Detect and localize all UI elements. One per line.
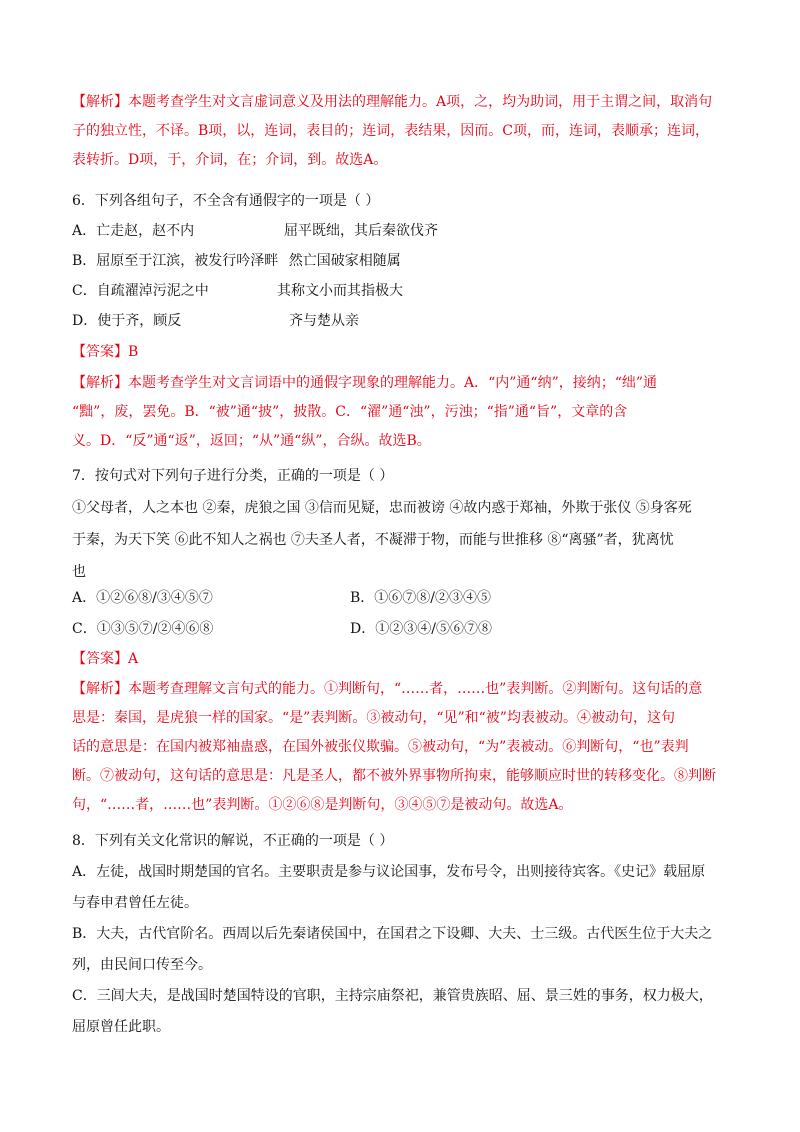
option-row: [72, 276, 732, 306]
option-d: D．使于齐，顾反: [72, 313, 182, 329]
question-stem: 8．下列有关文化常识的解说，不正确的一项是（ ）: [72, 833, 394, 849]
q7-analysis: [72, 675, 732, 820]
analysis-line: 【解析】本题考查学生对文言词语中的通假字现象的理解能力。A．“内”通“纳”，接纳；“绌”通: [72, 375, 658, 391]
analysis-line: “黜”，废，罢免。B．“被”通“披”，披散。C．“濯”通“浊”，污浊；“指”通“旨”，文章的含: [72, 404, 628, 420]
option-row: [72, 246, 732, 276]
option-c: C．①③⑤⑦/②④⑥⑧: [72, 621, 214, 637]
answer-label: 【答案】A: [72, 651, 139, 667]
option-line: 屈原曾任此职。: [72, 1019, 170, 1035]
q6-options: [72, 216, 732, 336]
q7-options: [72, 583, 732, 645]
answer-label: 【答案】B: [72, 344, 139, 360]
question-8: [72, 827, 732, 1042]
question-stem: 6．下列各组句子，不全含有通假字的一项是（ ）: [72, 193, 380, 209]
analysis-line: 表转折。D项，于，介词，在；介词，到。故选A。: [72, 152, 388, 168]
q7-answer: [72, 645, 732, 674]
option-b: B．①⑥⑦⑧/②③④⑤: [350, 590, 492, 606]
option-a: A．亡走赵，赵不内: [72, 223, 195, 239]
option-line: C．三闾大夫，是战国时楚国特设的官职，主持宗庙祭祀，兼管贵族昭、屈、景三姓的事务，权力极大，: [72, 988, 713, 1004]
option-d: D．①②③④/⑤⑥⑦⑧: [350, 621, 492, 637]
option-line: 与春申君曾任左徒。: [72, 895, 198, 911]
question-6: [72, 187, 732, 216]
option-b-second: 然亡国破家相随属: [288, 253, 401, 269]
sentence-line: 也: [72, 564, 86, 580]
question-stem: 7．按句式对下列句子进行分类，正确的一项是（ ）: [72, 468, 394, 484]
option-c-second: 其称文小而其指极大: [277, 283, 403, 299]
option-row: [72, 216, 732, 246]
analysis-line: 断。⑦被动句，这句话的意思是：凡是圣人，都不被外界事物所拘束，能够顺应时世的转移变化。⑧判断: [72, 768, 716, 784]
option-a: A．①②⑥⑧/③④⑤⑦: [72, 590, 213, 606]
analysis-line: 【解析】本题考查理解文言句式的能力。①判断句，“……者，……也”表判断。②判断句。这句话的意: [72, 681, 703, 697]
option-row: [72, 614, 732, 645]
sentence-line: ①父母者，人之本也 ②秦，虎狼之国 ③信而见疑，忠而被谤 ④故内惑于郑袖，外欺于张仪 ⑤身客死: [72, 500, 692, 516]
q5-analysis: [72, 88, 732, 175]
option-b: B．屈原至于江滨，被发行吟泽畔: [72, 253, 279, 269]
question-7: [72, 462, 732, 587]
analysis-line: 句，“……者，……也”表判断。①②⑥⑧是判断句，③④⑤⑦是被动句。故选A。: [72, 797, 573, 813]
analysis-line: 话的意思是：在国内被郑袖蛊惑，在国外被张仪欺骗。⑤被动句，“为”表被动。⑥判断句，“也”表判: [72, 739, 689, 755]
option-a-second: 屈平既绌，其后秦欲伐齐: [284, 223, 438, 239]
option-row: [72, 583, 732, 614]
sentence-line: 于秦，为天下笑 ⑥此不知人之祸也 ⑦夫圣人者，不凝滞于物，而能与世推移 ⑧“离骚”者，犹离忧: [72, 532, 674, 548]
option-c: C．自疏濯淖污泥之中: [72, 283, 209, 299]
analysis-line: 义。D．“反”通“返”，返回；“从”通“纵”，合纵。故选B。: [72, 433, 431, 449]
option-d-second: 齐与楚从亲: [289, 313, 359, 329]
option-line: 列，由民间口传至今。: [72, 957, 212, 973]
option-line: B．大夫，古代官阶名。西周以后先秦诸侯国中，在国君之下设卿、大夫、士三级。古代医生位于大夫之: [72, 926, 713, 942]
option-row: [72, 306, 732, 336]
option-line: A．左徒，战国时期楚国的官名。主要职责是参与议论国事，发布号令，出则接待宾客。《史记》载屈原: [72, 864, 706, 880]
analysis-line: 【解析】本题考查学生对文言虚词意义及用法的理解能力。A项，之，均为助词，用于主谓之间，取消句: [72, 94, 713, 110]
q6-analysis: [72, 369, 732, 456]
analysis-line: 子的独立性，不译。B项，以，连词，表目的；连词，表结果，因而。C项，而，连词，表顺承；连词，: [72, 123, 709, 139]
q6-answer: [72, 338, 732, 367]
analysis-line: 思是：秦国，是虎狼一样的国家。“是”表判断。③被动句，“见”和“被”均表被动。④被动句，这句: [72, 710, 675, 726]
